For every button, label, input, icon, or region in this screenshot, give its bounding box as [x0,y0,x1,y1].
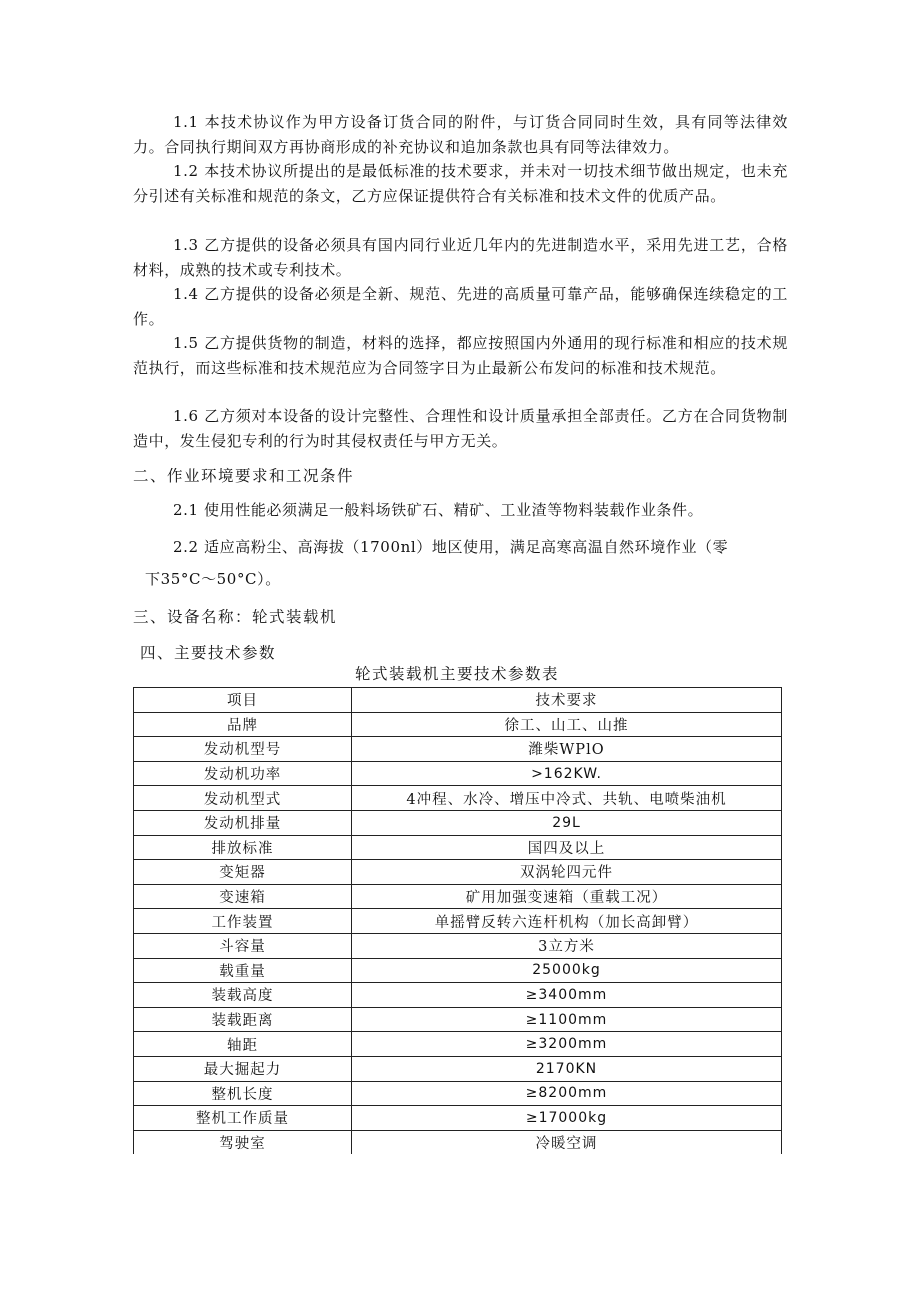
clause-1-6: 1.6 乙方须对本设备的设计完整性、合理性和设计质量承担全部责任。乙方在合同货物制造中，发生侵犯专利的行为时其侵权责任与甲方无关。 [133,407,788,450]
row-item: 载重量 [134,958,352,983]
row-item: 发动机型式 [134,786,352,811]
row-item: 最大掘起力 [134,1056,352,1081]
clause-1-5: 1.5 乙方提供货物的制造，材料的选择，都应按照国内外通用的现行标准和相应的技术规范执行，而这些标准和技术规范应为合同签字日为止最新公布发问的标准和技术规范。 [133,334,788,377]
row-item: 排放标准 [134,835,352,860]
row-value: ≥3200mm [352,1032,782,1057]
row-item: 斗容量 [134,933,352,958]
row-value: 矿用加强变速箱（重载工况） [352,884,782,909]
clause-2-2-line2: 下35°C～50°C）。 [145,570,281,588]
table-row [134,909,782,934]
header-item: 项目 [134,688,352,713]
table-row [134,983,782,1008]
header-requirement: 技术要求 [352,688,782,713]
row-value: 25000kg [352,958,782,983]
table-row [134,933,782,958]
clause-1-2: 1.2 本技术协议所提出的是最低标准的技术要求，并未对一切技术细节做出规定，也未充分引述有关标准和规范的条文，乙方应保证提供符合有关标准和技术文件的优质产品。 [133,162,788,205]
table-row [134,737,782,762]
row-item: 整机工作质量 [134,1106,352,1131]
row-item: 变矩器 [134,860,352,885]
row-item: 发动机功率 [134,761,352,786]
table-row [134,712,782,737]
row-value: 单摇臂反转六连杆机构（加长高卸臂） [352,909,782,934]
row-value: 潍柴WPlO [352,737,782,762]
table-row [134,835,782,860]
row-value: ≥17000kg [352,1106,782,1131]
row-value: ≥3400mm [352,983,782,1008]
row-value: 2170KN [352,1056,782,1081]
table-row [134,761,782,786]
row-value: 国四及以上 [352,835,782,860]
row-item: 变速箱 [134,884,352,909]
clause-1-4: 1.4 乙方提供的设备必须是全新、规范、先进的高质量可靠产品，能够确保连续稳定的工作。 [133,285,788,328]
table-row [134,1106,782,1131]
table-row [134,958,782,983]
table-row [134,1130,782,1154]
row-item: 驾驶室 [134,1130,352,1154]
row-value: >162KW. [352,761,782,786]
section-2-heading: 二、作业环境要求和工况条件 [133,467,355,485]
table-row [134,810,782,835]
spec-table [133,687,782,1154]
row-value: ≥1100mm [352,1007,782,1032]
clause-1-1: 1.1 本技术协议作为甲方设备订货合同的附件，与订货合同同时生效，具有同等法律效力。合同执行期间双方再协商形成的补充协议和追加条款也具有同等法律效力。 [133,113,788,156]
table-row [134,1056,782,1081]
row-item: 发动机型号 [134,737,352,762]
row-value: 双涡轮四元件 [352,860,782,885]
table-row [134,1007,782,1032]
row-value: 29L [352,810,782,835]
section-4-heading: 四、主要技术参数 [140,644,277,662]
row-value: 4冲程、水冷、增压中冷式、共轨、电喷柴油机 [352,786,782,811]
row-value: 徐工、山工、山推 [352,712,782,737]
clause-1-3: 1.3 乙方提供的设备必须具有国内同行业近几年内的先进制造水平，采用先进工艺，合格材料，成熟的技术或专利技术。 [133,236,788,279]
row-item: 轴距 [134,1032,352,1057]
row-item: 发动机排量 [134,810,352,835]
table-row [134,1032,782,1057]
row-value: ≥8200mm [352,1081,782,1106]
table-row [134,860,782,885]
row-item: 装载高度 [134,983,352,1008]
table-header-row [134,688,782,713]
table-row [134,1081,782,1106]
table-caption: 轮式装载机主要技术参数表 [354,665,559,683]
section-3-heading: 三、设备名称：轮式装载机 [133,608,338,626]
row-item: 品牌 [134,712,352,737]
row-value: 3立方米 [352,933,782,958]
row-item: 工作装置 [134,909,352,934]
clause-2-2-line1: 2.2 适应高粉尘、高海拔（1700nl）地区使用，满足高寒高温自然环境作业（零 [173,538,729,556]
table-row [134,884,782,909]
row-item: 装载距离 [134,1007,352,1032]
row-item: 整机长度 [134,1081,352,1106]
clause-2-1: 2.1 使用性能必须满足一般料场铁矿石、精矿、工业渣等物料装载作业条件。 [173,501,704,519]
row-value: 冷暖空调 [352,1130,782,1154]
table-row [134,786,782,811]
